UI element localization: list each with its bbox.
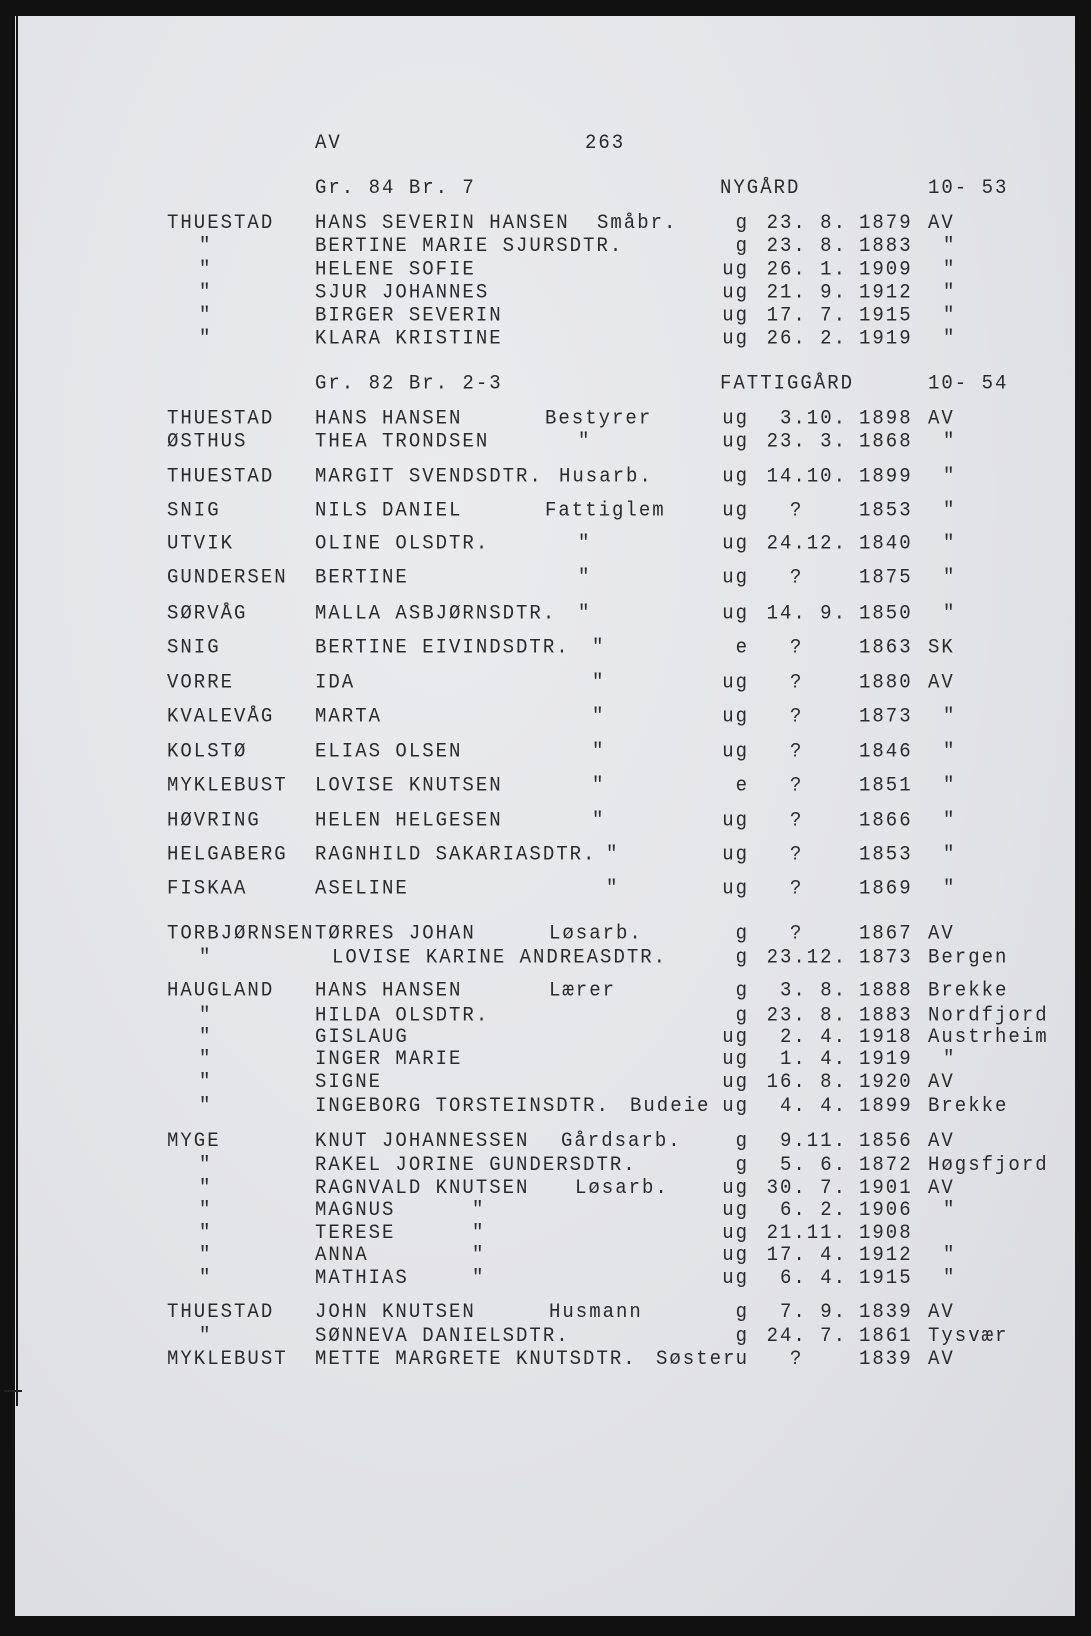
entry-occupation: "	[472, 1198, 486, 1222]
entry-name: MARGIT SVENDSDTR.	[315, 464, 543, 488]
entry-birthplace: "	[943, 1266, 957, 1290]
entry-birth-year: 1898	[859, 406, 913, 430]
entry-birth-date: 2. 4.	[779, 1025, 847, 1049]
entry-birth-year: 1850	[859, 601, 913, 625]
entry-birth-year: 1919	[859, 1047, 913, 1071]
entry-surname: KOLSTØ	[167, 739, 248, 763]
entry-marital-status: ug	[722, 1243, 749, 1267]
entry-surname: THUESTAD	[167, 1300, 275, 1324]
entry-surname: "	[199, 1221, 213, 1245]
entry-occupation: "	[578, 429, 592, 453]
entry-marital-status: u	[735, 1347, 749, 1371]
entry-name: GISLAUG	[315, 1025, 409, 1049]
entry-birth-year: 1906	[859, 1198, 913, 1222]
entry-occupation: "	[592, 635, 606, 659]
entry-name: OLINE OLSDTR.	[315, 531, 490, 555]
entry-name: METTE MARGRETE KNUTSDTR.	[315, 1347, 637, 1371]
entry-birthplace: "	[943, 601, 957, 625]
entry-surname: HAUGLAND	[167, 978, 275, 1002]
entry-name: MATHIAS	[315, 1266, 409, 1290]
entry-birth-date: ?	[790, 921, 804, 945]
entry-birthplace: "	[943, 234, 957, 258]
entry-marital-status: ug	[722, 1198, 749, 1222]
entry-surname: FISKAA	[167, 876, 248, 900]
entry-name: RAGNVALD KNUTSEN	[315, 1176, 530, 1200]
entry-occupation: Småbr.	[597, 211, 678, 235]
entry-birth-year: 1839	[859, 1300, 913, 1324]
entry-surname: HELGABERG	[167, 842, 288, 866]
entry-name: LOVISE KNUTSEN	[315, 773, 503, 797]
entry-surname: "	[199, 1153, 213, 1177]
entry-birthplace: "	[943, 429, 957, 453]
entry-occupation: Bestyrer	[545, 406, 653, 430]
entry-marital-status: ug	[722, 464, 749, 488]
entry-occupation: "	[578, 531, 592, 555]
entry-occupation: Husmann	[549, 1300, 643, 1324]
entry-birth-year: 1888	[859, 978, 913, 1002]
entry-occupation: "	[472, 1266, 486, 1290]
entry-occupation: "	[592, 739, 606, 763]
entry-occupation: Fattiglem	[545, 498, 666, 522]
entry-birth-year: 1863	[859, 635, 913, 659]
entry-marital-status: ug	[722, 531, 749, 555]
entry-birthplace: Nordfjord	[928, 1003, 1049, 1027]
entry-birth-date: 21.11.	[766, 1221, 847, 1245]
entry-marital-status: e	[735, 635, 749, 659]
section-code: 10- 54	[928, 371, 1009, 395]
entry-name: TØRRES JOHAN	[315, 921, 476, 945]
entry-name: SIGNE	[315, 1070, 383, 1094]
entry-birth-year: 1875	[859, 565, 913, 589]
entry-surname: SNIG	[167, 498, 221, 522]
entry-marital-status: g	[735, 1003, 749, 1027]
entry-marital-status: g	[735, 211, 749, 235]
entry-marital-status: ug	[722, 498, 749, 522]
entry-surname: THUESTAD	[167, 211, 275, 235]
entry-occupation: Budeie	[630, 1094, 711, 1118]
entry-surname: "	[199, 1047, 213, 1071]
entry-birthplace: "	[943, 498, 957, 522]
entry-birth-date: 17. 7.	[766, 303, 847, 327]
entry-surname: TORBJØRNSEN	[167, 921, 315, 945]
entry-occupation: Lærer	[549, 978, 617, 1002]
entry-birth-date: ?	[790, 670, 804, 694]
entry-name: SJUR JOHANNES	[315, 280, 490, 304]
entry-surname: THUESTAD	[167, 406, 275, 430]
entry-marital-status: ug	[722, 704, 749, 728]
entry-surname: "	[199, 1003, 213, 1027]
entry-birth-date: 26. 2.	[766, 326, 847, 350]
entry-birthplace: AV	[928, 406, 955, 430]
entry-birthplace: AV	[928, 1176, 955, 1200]
entry-name: JOHN KNUTSEN	[315, 1300, 476, 1324]
entry-birth-year: 1919	[859, 326, 913, 350]
entry-birthplace: "	[943, 704, 957, 728]
entry-birth-year: 1920	[859, 1070, 913, 1094]
entry-surname: "	[199, 945, 213, 969]
entry-surname: SØRVÅG	[167, 601, 248, 625]
entry-birthplace: AV	[928, 921, 955, 945]
entry-name: ASELINE	[315, 876, 409, 900]
entry-birth-year: 1879	[859, 211, 913, 235]
entry-surname: "	[199, 1070, 213, 1094]
entry-birth-year: 1851	[859, 773, 913, 797]
entry-birth-date: 5. 6.	[779, 1153, 847, 1177]
entry-name: TERESE	[315, 1221, 396, 1245]
entry-name: MAGNUS	[315, 1198, 396, 1222]
entry-name: ELIAS OLSEN	[315, 739, 463, 763]
entry-surname: VORRE	[167, 670, 235, 694]
entry-surname: THUESTAD	[167, 464, 275, 488]
entry-birth-date: 26. 1.	[766, 257, 847, 281]
entry-birth-year: 1872	[859, 1153, 913, 1177]
entry-marital-status: ug	[722, 1047, 749, 1071]
entry-birthplace: Høgsfjord	[928, 1153, 1049, 1177]
entry-name: BERTINE	[315, 565, 409, 589]
entry-birth-date: ?	[790, 876, 804, 900]
entry-occupation: Løsarb.	[575, 1176, 669, 1200]
entry-marital-status: ug	[722, 326, 749, 350]
entry-marital-status: ug	[722, 842, 749, 866]
entry-birthplace: "	[943, 280, 957, 304]
entry-name: INGEBORG TORSTEINSDTR.	[315, 1094, 610, 1118]
entry-birth-date: 3. 8.	[779, 978, 847, 1002]
entry-birth-date: 24. 7.	[766, 1324, 847, 1348]
section-group: Gr. 82 Br. 2-3	[315, 371, 503, 395]
entry-name: RAKEL JORINE GUNDERSDTR.	[315, 1153, 637, 1177]
entry-birthplace: "	[943, 1047, 957, 1071]
entry-birthplace: "	[943, 326, 957, 350]
entry-birthplace: SK	[928, 635, 955, 659]
entry-surname: "	[199, 1198, 213, 1222]
entry-surname: "	[199, 1266, 213, 1290]
entry-marital-status: ug	[722, 739, 749, 763]
entry-name: HILDA OLSDTR.	[315, 1003, 490, 1027]
entry-surname: SNIG	[167, 635, 221, 659]
entry-birth-date: 16. 8.	[766, 1070, 847, 1094]
entry-birth-date: ?	[790, 773, 804, 797]
left-margin-rule	[16, 16, 18, 1406]
entry-birth-year: 1912	[859, 1243, 913, 1267]
entry-birth-year: 1883	[859, 234, 913, 258]
entry-birthplace: AV	[928, 1300, 955, 1324]
entry-birth-year: 1853	[859, 842, 913, 866]
section-code: 10- 53	[928, 176, 1009, 200]
section-farm: FATTIGGÅRD	[720, 371, 855, 395]
entry-birthplace: Brekke	[928, 978, 1009, 1002]
entry-marital-status: ug	[722, 1266, 749, 1290]
entry-marital-status: g	[735, 1324, 749, 1348]
entry-surname: KVALEVÅG	[167, 704, 275, 728]
entry-birthplace: "	[943, 808, 957, 832]
entry-marital-status: g	[735, 234, 749, 258]
entry-birthplace: "	[943, 1243, 957, 1267]
entry-birthplace: Austrheim	[928, 1025, 1049, 1049]
entry-marital-status: ug	[722, 280, 749, 304]
entry-birth-date: 23. 8.	[766, 1003, 847, 1027]
entry-birth-year: 1909	[859, 257, 913, 281]
entry-occupation: "	[592, 670, 606, 694]
entry-birth-year: 1880	[859, 670, 913, 694]
entry-surname: "	[199, 1243, 213, 1267]
entry-birthplace: AV	[928, 211, 955, 235]
entry-birth-date: ?	[790, 842, 804, 866]
entry-surname: "	[199, 1176, 213, 1200]
entry-occupation: "	[472, 1221, 486, 1245]
entry-name: NILS DANIEL	[315, 498, 463, 522]
entry-birthplace: "	[943, 876, 957, 900]
entry-surname: HØVRING	[167, 808, 261, 832]
entry-marital-status: ug	[722, 1094, 749, 1118]
entry-birth-date: ?	[790, 1347, 804, 1371]
entry-name: MARTA	[315, 704, 383, 728]
entry-birth-year: 1861	[859, 1324, 913, 1348]
entry-birthplace: "	[943, 303, 957, 327]
entry-marital-status: ug	[722, 565, 749, 589]
entry-occupation: "	[472, 1243, 486, 1267]
entry-marital-status: ug	[722, 1070, 749, 1094]
entry-birth-date: 14. 9.	[766, 601, 847, 625]
entry-name: HELENE SOFIE	[315, 257, 476, 281]
entry-birth-year: 1866	[859, 808, 913, 832]
entry-surname: MYGE	[167, 1129, 221, 1153]
entry-surname: "	[199, 234, 213, 258]
entry-birth-year: 1899	[859, 1094, 913, 1118]
entry-birthplace: "	[943, 842, 957, 866]
entry-birthplace: AV	[928, 670, 955, 694]
entry-marital-status: g	[735, 978, 749, 1002]
entry-surname: "	[199, 257, 213, 281]
entry-birthplace: "	[943, 565, 957, 589]
entry-birth-date: 9.11.	[779, 1129, 847, 1153]
entry-birth-date: 23. 8.	[766, 234, 847, 258]
entry-marital-status: ug	[722, 1221, 749, 1245]
entry-birth-date: ?	[790, 808, 804, 832]
entry-birth-date: 1. 4.	[779, 1047, 847, 1071]
entry-birth-date: 24.12.	[766, 531, 847, 555]
entry-name: RAGNHILD SAKARIASDTR.	[315, 842, 597, 866]
page-number: 263	[585, 131, 626, 155]
entry-birth-date: 4. 4.	[779, 1094, 847, 1118]
entry-birth-year: 1873	[859, 945, 913, 969]
entry-birthplace: AV	[928, 1347, 955, 1371]
entry-marital-status: ug	[722, 303, 749, 327]
entry-name: MALLA ASBJØRNSDTR.	[315, 601, 557, 625]
entry-birth-date: ?	[790, 704, 804, 728]
entry-surname: ØSTHUS	[167, 429, 248, 453]
entry-birth-date: ?	[790, 565, 804, 589]
entry-name: ANNA	[315, 1243, 369, 1267]
entry-name: HANS SEVERIN HANSEN	[315, 211, 570, 235]
entry-birth-year: 1873	[859, 704, 913, 728]
entry-birth-year: 1883	[859, 1003, 913, 1027]
entry-occupation: Søster	[656, 1347, 737, 1371]
entry-occupation: "	[578, 601, 592, 625]
entry-surname: "	[199, 326, 213, 350]
entry-name: BERTINE EIVINDSDTR.	[315, 635, 570, 659]
entry-birth-date: ?	[790, 739, 804, 763]
entry-birth-date: 21. 9.	[766, 280, 847, 304]
entry-birth-year: 1908	[859, 1221, 913, 1245]
entry-occupation: Løsarb.	[549, 921, 643, 945]
entry-marital-status: ug	[722, 1025, 749, 1049]
entry-birth-date: 23.12.	[766, 945, 847, 969]
entry-marital-status: e	[735, 773, 749, 797]
entry-marital-status: g	[735, 921, 749, 945]
entry-name: THEA TRONDSEN	[315, 429, 490, 453]
entry-marital-status: g	[735, 945, 749, 969]
entry-name: KNUT JOHANNESSEN	[315, 1129, 530, 1153]
entry-occupation: "	[592, 773, 606, 797]
entry-birthplace: "	[943, 739, 957, 763]
entry-occupation: "	[606, 876, 620, 900]
entry-birth-year: 1867	[859, 921, 913, 945]
entry-surname: UTVIK	[167, 531, 235, 555]
entry-marital-status: g	[735, 1129, 749, 1153]
entry-birthplace: AV	[928, 1070, 955, 1094]
entry-birth-year: 1840	[859, 531, 913, 555]
entry-surname: "	[199, 1324, 213, 1348]
entry-surname: "	[199, 1094, 213, 1118]
entry-birth-date: ?	[790, 498, 804, 522]
entry-birthplace: Brekke	[928, 1094, 1009, 1118]
entry-birthplace: AV	[928, 1129, 955, 1153]
header-area: AV	[315, 131, 342, 155]
entry-marital-status: ug	[722, 429, 749, 453]
entry-marital-status: ug	[722, 257, 749, 281]
entry-name: BERTINE MARIE SJURSDTR.	[315, 234, 624, 258]
entry-birth-year: 1899	[859, 464, 913, 488]
entry-birthplace: Bergen	[928, 945, 1009, 969]
entry-occupation: Gårdsarb.	[561, 1129, 682, 1153]
entry-name: INGER MARIE	[315, 1047, 463, 1071]
entry-surname: "	[199, 280, 213, 304]
entry-birth-year: 1901	[859, 1176, 913, 1200]
entry-name: IDA	[315, 670, 356, 694]
entry-surname: MYKLEBUST	[167, 773, 288, 797]
entry-birth-year: 1869	[859, 876, 913, 900]
entry-birth-year: 1912	[859, 280, 913, 304]
entry-birth-date: 7. 9.	[779, 1300, 847, 1324]
entry-birth-date: ?	[790, 635, 804, 659]
entry-occupation: "	[592, 704, 606, 728]
entry-occupation: Husarb.	[559, 464, 653, 488]
entry-marital-status: ug	[722, 876, 749, 900]
entry-birth-year: 1846	[859, 739, 913, 763]
entry-birth-date: 14.10.	[766, 464, 847, 488]
entry-marital-status: ug	[722, 1176, 749, 1200]
entry-occupation: "	[592, 808, 606, 832]
entry-name: HANS HANSEN	[315, 978, 463, 1002]
entry-occupation: "	[606, 842, 620, 866]
entry-name: KLARA KRISTINE	[315, 326, 503, 350]
entry-birth-year: 1915	[859, 303, 913, 327]
entry-marital-status: g	[735, 1300, 749, 1324]
entry-birth-year: 1839	[859, 1347, 913, 1371]
section-farm: NYGÅRD	[720, 176, 801, 200]
entry-birth-date: 17. 4.	[766, 1243, 847, 1267]
entry-marital-status: ug	[722, 670, 749, 694]
margin-mark	[4, 1390, 22, 1392]
entry-marital-status: ug	[722, 601, 749, 625]
entry-birth-date: 30. 7.	[766, 1176, 847, 1200]
entry-birth-date: 6. 2.	[779, 1198, 847, 1222]
entry-birthplace: "	[943, 464, 957, 488]
entry-birthplace: "	[943, 773, 957, 797]
entry-surname: "	[199, 303, 213, 327]
entry-birth-year: 1856	[859, 1129, 913, 1153]
entry-birthplace: Tysvær	[928, 1324, 1009, 1348]
entry-marital-status: ug	[722, 808, 749, 832]
entry-name: BIRGER SEVERIN	[315, 303, 503, 327]
entry-marital-status: g	[735, 1153, 749, 1177]
entry-surname: MYKLEBUST	[167, 1347, 288, 1371]
entry-birth-year: 1868	[859, 429, 913, 453]
entry-name: SØNNEVA DANIELSDTR.	[315, 1324, 570, 1348]
entry-birthplace: "	[943, 1198, 957, 1222]
entry-name: LOVISE KARINE ANDREASDTR.	[332, 945, 668, 969]
entry-birth-date: 3.10.	[779, 406, 847, 430]
entry-birth-date: 23. 8.	[766, 211, 847, 235]
entry-birth-date: 6. 4.	[779, 1266, 847, 1290]
entry-birth-year: 1853	[859, 498, 913, 522]
entry-birth-year: 1918	[859, 1025, 913, 1049]
section-group: Gr. 84 Br. 7	[315, 176, 476, 200]
entry-birth-date: 23. 3.	[766, 429, 847, 453]
entry-surname: GUNDERSEN	[167, 565, 288, 589]
entry-marital-status: ug	[722, 406, 749, 430]
entry-birthplace: "	[943, 531, 957, 555]
entry-occupation: "	[578, 565, 592, 589]
entry-surname: "	[199, 1025, 213, 1049]
entry-name: HELEN HELGESEN	[315, 808, 503, 832]
entry-name: HANS HANSEN	[315, 406, 463, 430]
entry-birthplace: "	[943, 257, 957, 281]
entry-birth-year: 1915	[859, 1266, 913, 1290]
